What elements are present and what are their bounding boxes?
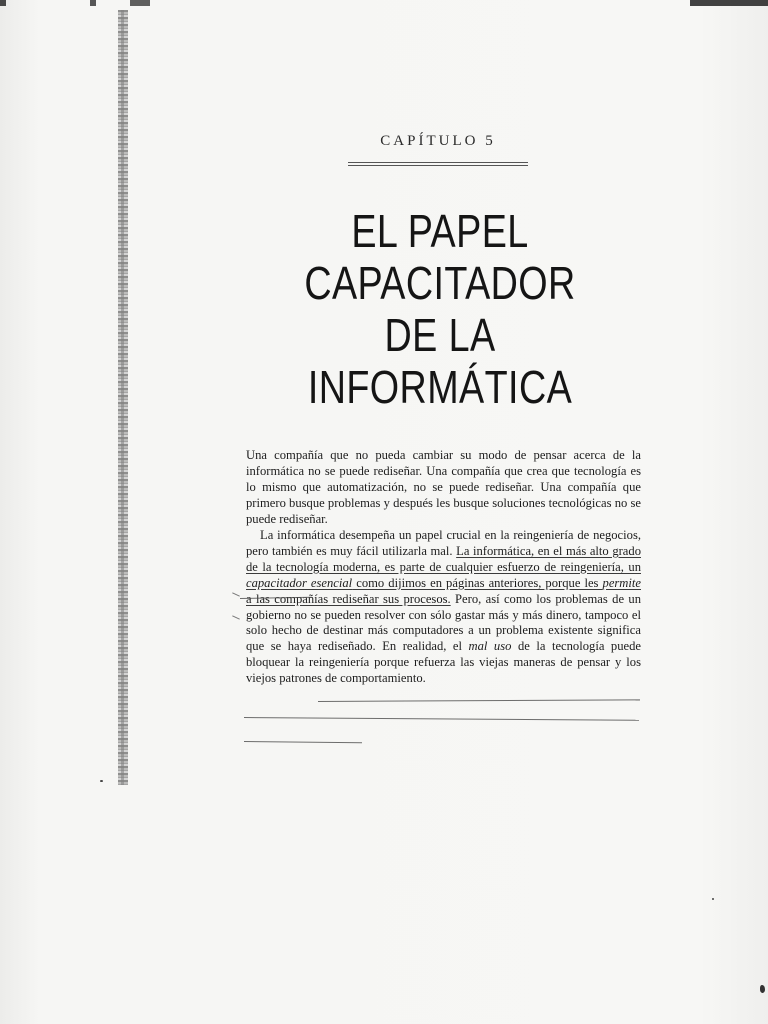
underlined-passage: como dijimos en páginas anteriores, porque les	[352, 575, 603, 590]
paragraph-2-sentence-1: La informática desempeña un papel crucial en la reingeniería de negocios, pero también es muy fácil utilizarla mal.	[246, 527, 641, 558]
dust-speck	[100, 780, 103, 782]
chapter-title	[276, 205, 604, 413]
paragraph-2-end: de la tecnología puede bloquear la reingeniería porque refuerza las viejas maneras de pensar y los viejos patrones de comportamiento.	[246, 639, 641, 686]
chapter-title-line-2: CAPACITADOR DE LA	[304, 257, 576, 361]
emphasis-permite: permite	[602, 575, 641, 590]
emphasis-mal-uso: mal uso	[468, 639, 512, 654]
page-corner-mark	[760, 985, 765, 993]
pen-underline	[318, 699, 640, 702]
chapter-body	[246, 448, 641, 687]
underlined-passage: La informática, en el más alto grado de la tecnología moderna, es parte de cualquier esfuerzo de reingeniería, un	[246, 543, 641, 574]
paragraph-2-middle: Pero, así como los problemas de un gobierno no se pueden resolver con sólo gastar más y más dinero, tampoco el solo hecho de destinar más computadores a un problema existente significa que se haya rediseñado. En realidad, el	[246, 591, 641, 654]
pen-tick-mark	[232, 592, 240, 596]
book-binding-shadow	[118, 10, 128, 785]
scan-top-edge	[0, 0, 768, 6]
underlined-passage: a las compañías rediseñar sus procesos.	[246, 591, 451, 606]
chapter-label: CAPÍTULO 5	[380, 133, 496, 149]
pen-underline	[244, 741, 362, 743]
chapter-title-line-3: INFORMÁTICA	[307, 361, 573, 413]
chapter-title-line-1: EL PAPEL	[351, 205, 529, 257]
paragraph-2	[246, 528, 641, 688]
chapter-divider	[348, 162, 528, 166]
emphasis-capacitador: capacitador esencial	[246, 575, 353, 590]
paragraph-1: Una compañía que no pueda cambiar su modo de pensar acerca de la informática no se puede rediseñar. Una compañía que crea que tecnología es lo mismo que automatización, no se puede rediseñar. Una compañía que primero busque problemas y después les busque soluciones tecnológicas no se puede rediseñar.	[246, 448, 641, 526]
pen-tick-mark	[232, 615, 240, 619]
dust-speck	[712, 898, 714, 900]
pen-underline	[244, 717, 639, 721]
